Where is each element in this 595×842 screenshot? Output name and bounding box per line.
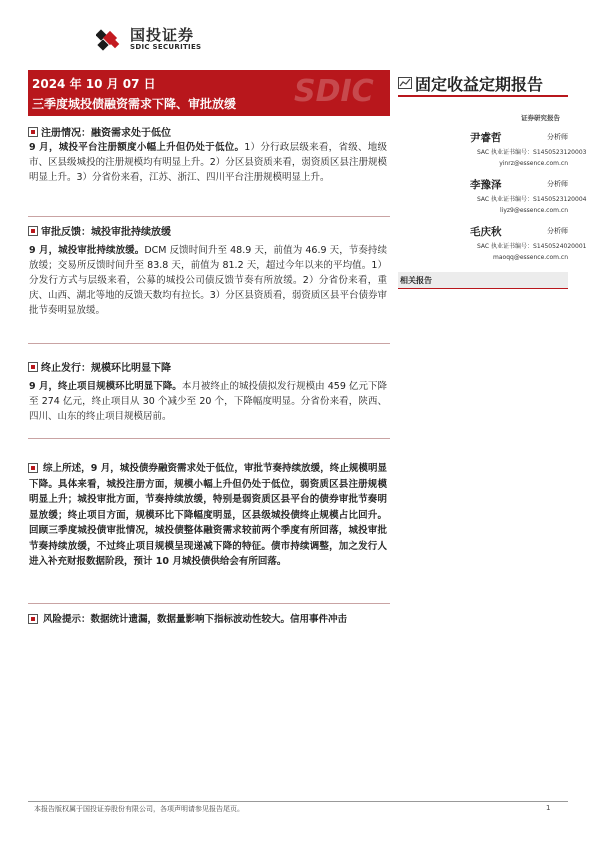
section-heading-text: 审批反馈：城投审批持续放缓 [41, 227, 171, 238]
section-heading-termination [28, 359, 171, 374]
footer-disclaimer: 本报告版权属于国投证券股份有限公司，各项声明请参见报告尾页。 [34, 805, 244, 813]
summary-paragraph: 综上所述，9 月，城投债券融资需求处于低位，审批节奏持续放缓，终止规模明显下降。具体来看，城投注册方面，规模小幅上升但仍处于低位，弱资质区县注册规模明显上升；城投审批方面，节奏持续放缓，特别是弱资质区县平台的债券审批节奏明显放缓；终止项目方面，规模环比下降幅度明显，区县级城投债终止规模占比回升。回顾三季度城投债审批情况，城投债整体融资需求较前两个季度有所回落，城投审批节奏持续放缓，不过终止项目规模呈现递减下降的特征。债市持续调整，加之发行人进入补充财报数据阶段，预计 10 月城投债供给会有所回落。 [29, 463, 387, 567]
bullet-square-icon [28, 127, 38, 137]
logo-en-text: SDIC SECURITIES [130, 43, 202, 51]
analyst-title: 分析师 [547, 133, 568, 141]
paragraph-body: 1）分行政层级来看，省级、地级市、区县级城投的注册规模均有明显上升。2）分区县资质来看，弱资质区县注册规模明显上升。3）分省份来看，江苏、浙江、四川平台注册规模明显上升。 [29, 142, 388, 183]
company-logo [96, 27, 201, 52]
section-divider [28, 603, 390, 604]
paragraph-body: 本月被终止的城投债拟发行规模由 459 亿元下降至 274 亿元，终止项目从 30 个减少至 20 个，下降幅度明显。分省份来看，陕西、四川、山东的终止项目规模居前。 [29, 381, 387, 422]
section-heading-text: 终止发行：规模环比明显下降 [41, 363, 171, 374]
logo-cn-text: 国投证券 [130, 26, 195, 44]
section-paragraph-registration [29, 140, 387, 185]
paragraph-body: DCM 反馈时间升至 48.9 天，前值为 46.9 天，节奏持续放缓；交易所反馈时间升至 83.8 天，前值为 81.2 天，超过今年以来的平均值。1）分发行方式与层级来看，公募的城投公司债反馈节奏有所放缓。2）分省份来看，重庆、山西、湖北等地的反馈天数均有拉长。3）分区县资质看，弱资质区县平台债券审批节奏明显放缓。 [29, 245, 387, 316]
report-date: 2024 年 10 月 07 日 [32, 77, 156, 91]
analyst-title: 分析师 [547, 227, 568, 235]
title-banner [28, 70, 390, 116]
related-reports-label: 相关报告 [400, 276, 432, 285]
section-divider [28, 438, 390, 439]
risk-warning: 风险提示：数据统计遗漏，数据量影响下指标波动性较大。信用事件冲击 [43, 614, 348, 625]
section-divider [28, 343, 390, 344]
analyst-sac-number: SAC 执业证书编号：S1450524020001 [477, 243, 587, 250]
report-type-divider [398, 95, 568, 97]
analyst-title: 分析师 [547, 180, 568, 188]
section-heading-approval [28, 223, 171, 238]
report-type [398, 72, 543, 95]
analyst-email[interactable]: maoqq@essence.com.cn [493, 254, 568, 261]
logo-mark-icon [96, 28, 126, 52]
analyst-sac-number: SAC 执业证书编号：S1450523120004 [477, 196, 587, 203]
analyst-email[interactable]: liyz9@essence.com.cn [499, 207, 568, 214]
research-report-label: 证券研究报告 [521, 114, 560, 122]
bullet-square-icon [28, 226, 38, 236]
page-number: 1 [546, 804, 551, 812]
related-reports-header [398, 272, 568, 289]
section-divider [28, 216, 390, 217]
section-paragraph-approval [29, 243, 387, 318]
banner-watermark: SDIC [294, 74, 374, 109]
analyst-name: 李豫泽 [470, 179, 502, 191]
analyst-name: 毛庆秋 [470, 226, 502, 238]
report-type-icon [398, 74, 412, 93]
report-title: 三季度城投债融资需求下降、审批放缓 [32, 97, 237, 111]
bullet-square-icon [28, 362, 38, 372]
section-heading-text: 注册情况：融资需求处于低位 [41, 128, 171, 139]
report-type-label: 固定收益定期报告 [415, 75, 544, 94]
section-heading-registration [28, 124, 171, 139]
paragraph-lead: 9 月，城投审批持续放缓。 [29, 245, 145, 256]
section-paragraph-termination [29, 379, 387, 424]
analyst-sac-number: SAC 执业证书编号：S1450523120003 [477, 149, 587, 156]
paragraph-lead: 9 月，城投平台注册额度小幅上升但仍处于低位。 [29, 142, 245, 153]
analyst-name: 尹睿哲 [470, 132, 502, 144]
paragraph-lead: 9 月，终止项目规模环比明显下降。 [29, 381, 182, 392]
footer-divider [28, 801, 568, 802]
analyst-email[interactable]: yinrz@essence.com.cn [499, 160, 568, 167]
